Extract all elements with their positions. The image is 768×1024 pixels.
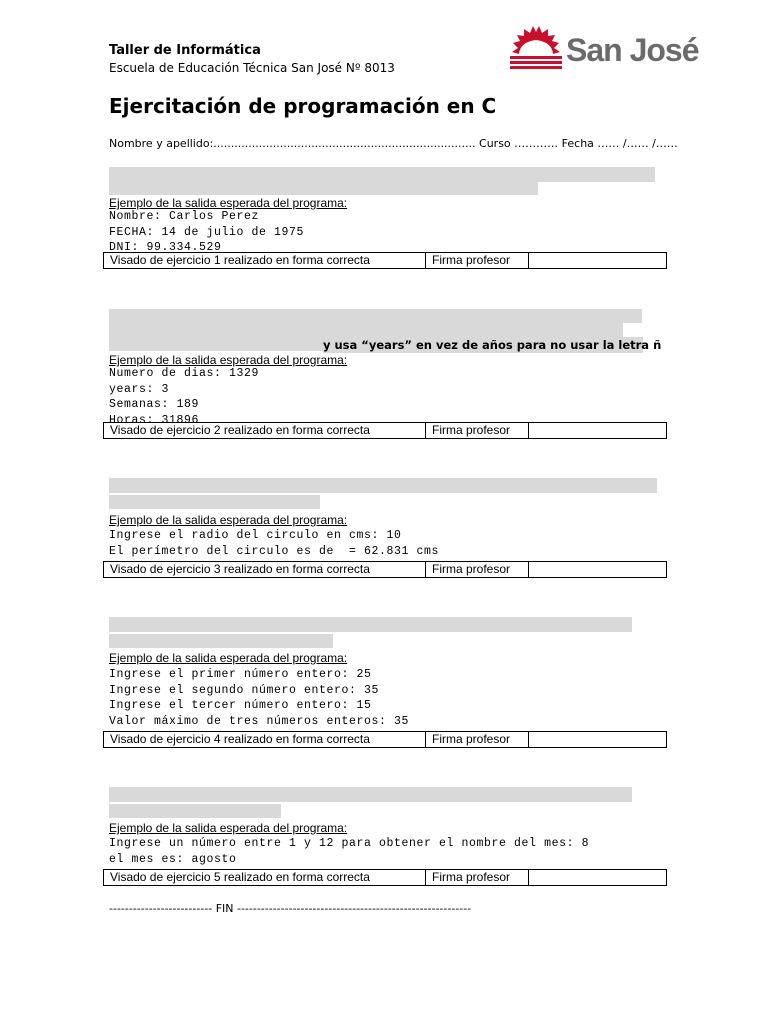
redacted-text bbox=[109, 323, 623, 337]
redacted-text bbox=[109, 309, 642, 323]
firma-label: Firma profesor bbox=[426, 732, 529, 747]
visado-row bbox=[103, 731, 667, 748]
visado-label: Visado de ejercicio 5 realizado en forma correcta bbox=[104, 870, 426, 885]
firma-field[interactable] bbox=[529, 732, 666, 747]
firma-field[interactable] bbox=[529, 253, 666, 268]
redacted-text bbox=[109, 337, 323, 351]
visado-label: Visado de ejercicio 2 realizado en forma correcta bbox=[104, 423, 426, 438]
redacted-text bbox=[109, 804, 281, 818]
redacted-text bbox=[109, 617, 632, 632]
exercise-note: y usa “years” en vez de años para no usar la letra ñ bbox=[323, 338, 662, 352]
firma-field[interactable] bbox=[529, 562, 666, 577]
example-label: Ejemplo de la salida esperada del programa: bbox=[109, 513, 348, 527]
example-output: Numero de dias: 1329 years: 3 Semanas: 189 Horas: 31896 bbox=[109, 367, 260, 427]
example-label: Ejemplo de la salida esperada del programa: bbox=[109, 651, 348, 665]
redacted-text bbox=[109, 167, 655, 182]
school-logo bbox=[506, 24, 699, 82]
end-marker: -------------------------- FIN ----------------------------------------------------------- bbox=[109, 902, 472, 915]
redacted-text bbox=[109, 495, 320, 509]
example-label: Ejemplo de la salida esperada del programa: bbox=[109, 196, 348, 210]
visado-row bbox=[103, 561, 667, 578]
firma-field[interactable] bbox=[529, 423, 666, 438]
sun-gear-icon bbox=[506, 26, 566, 72]
redacted-text bbox=[109, 634, 333, 648]
redacted-text bbox=[109, 478, 657, 493]
visado-label: Visado de ejercicio 1 realizado en forma correcta bbox=[104, 253, 426, 268]
school-name: Escuela de Educación Técnica San José Nº 8013 bbox=[109, 61, 395, 75]
example-label: Ejemplo de la salida esperada del programa: bbox=[109, 353, 348, 367]
page-title: Ejercitación de programación en C bbox=[109, 94, 497, 118]
example-output: Ingrese un número entre 1 y 12 para obtener el nombre del mes: 8 el mes es: agosto bbox=[109, 837, 590, 866]
student-info-line: Nombre y apellido:........................................................................... Curso ………… Fecha …… /…… /…… bbox=[109, 137, 678, 150]
visado-row bbox=[103, 252, 667, 269]
firma-label: Firma profesor bbox=[426, 423, 529, 438]
example-output: Nombre: Carlos Perez FECHA: 14 de julio de 1975 DNI: 99.334.529 bbox=[109, 210, 305, 254]
visado-label: Visado de ejercicio 4 realizado en forma correcta bbox=[104, 732, 426, 747]
firma-label: Firma profesor bbox=[426, 562, 529, 577]
visado-row bbox=[103, 422, 667, 439]
logo-text: San José bbox=[566, 32, 699, 68]
course-name: Taller de Informática bbox=[109, 43, 261, 58]
example-output: Ingrese el primer número entero: 25 Ingrese el segundo número entero: 35 Ingrese el tercer número entero: 15 Valor máximo de tres números enteros: 35 bbox=[109, 668, 410, 728]
visado-row bbox=[103, 869, 667, 886]
example-output: Ingrese el radio del circulo en cms: 10 El perímetro del circulo es de = 62.831 cms bbox=[109, 529, 440, 558]
firma-label: Firma profesor bbox=[426, 870, 529, 885]
redacted-text bbox=[109, 787, 632, 802]
firma-label: Firma profesor bbox=[426, 253, 529, 268]
redacted-text bbox=[109, 182, 538, 195]
firma-field[interactable] bbox=[529, 870, 666, 885]
visado-label: Visado de ejercicio 3 realizado en forma correcta bbox=[104, 562, 426, 577]
example-label: Ejemplo de la salida esperada del programa: bbox=[109, 821, 348, 835]
